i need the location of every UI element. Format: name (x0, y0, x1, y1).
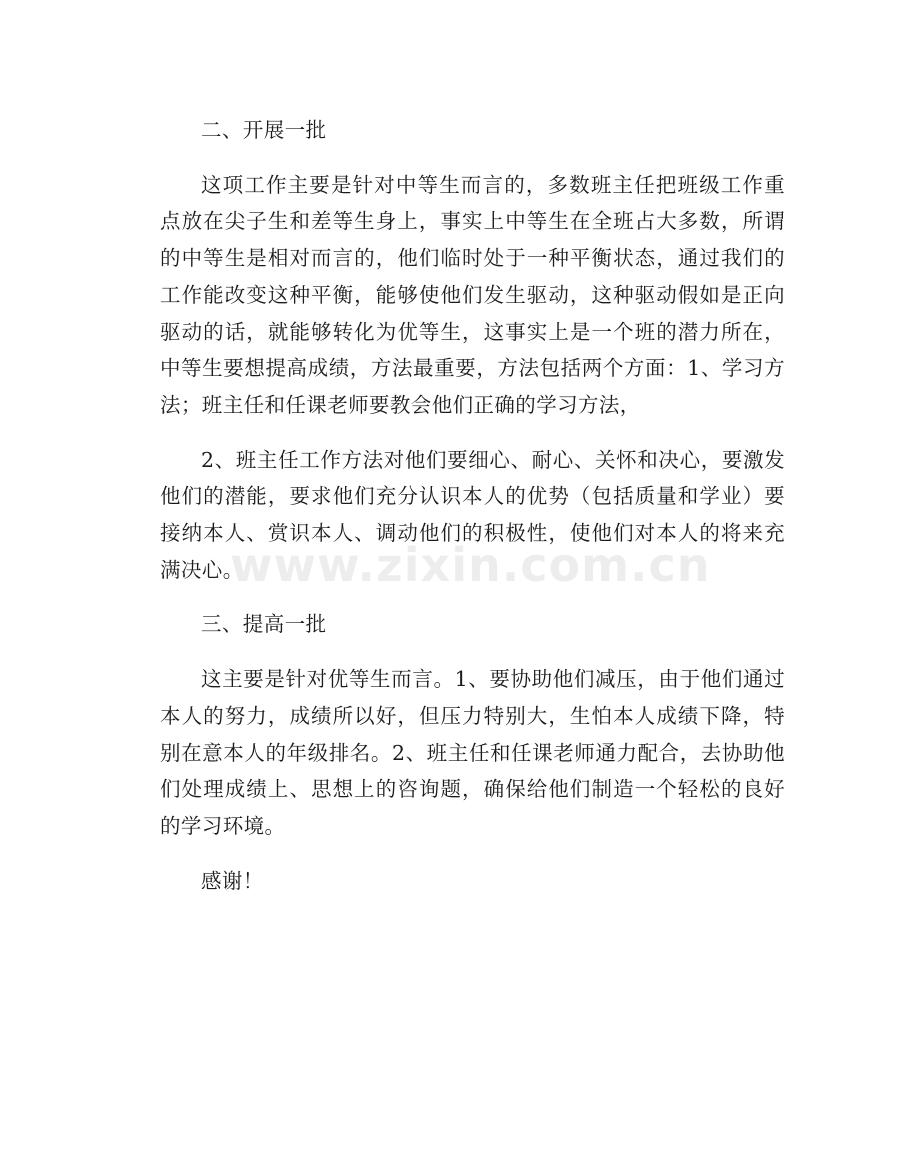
paragraph-top-students: 这主要是针对优等生而言。1、要协助他们减压，由于他们通过本人的努力，成绩所以好，但压力特别大，生怕本人成绩下降，特别在意本人的年级排名。2、班主任和任课老师通力配合，去协助他们处理成绩上、思想上的咨询题，确保给他们制造一个轻松的良好的学习环境。 (160, 667, 785, 838)
paragraph-middle-students: 这项工作主要是针对中等生而言的，多数班主任把班级工作重点放在尖子生和差等生身上，事实上中等生在全班占大多数，所谓的中等生是相对而言的，他们临时处于一种平衡状态，通过我们的工作能改变这种平衡，能够使他们发生驱动，这种驱动假如是正向驱动的话，就能够转化为优等生，这事实上是一个班的潜力所在，中等生要想提高成绩，方法最重要，方法包括两个方面：1、学习方法；班主任和任课老师要教会他们正确的学习方法， (160, 172, 785, 417)
paragraph-work-method: 2、班主任工作方法对他们要细心、耐心、关怀和决心，要激发他们的潜能，要求他们充分认识本人的优势（包括质量和学业）要接纳本人、赏识本人、调动他们的积极性，使他们对本人的将来充满决心。 (160, 447, 785, 582)
section-heading-2: 二、开展一批 (201, 118, 327, 142)
document-body (160, 112, 785, 899)
watermark-text: www.zixin.com.cn (230, 538, 711, 592)
closing-thanks: 感谢！ (201, 868, 264, 893)
section-heading-3: 三、提高一批 (201, 612, 327, 637)
